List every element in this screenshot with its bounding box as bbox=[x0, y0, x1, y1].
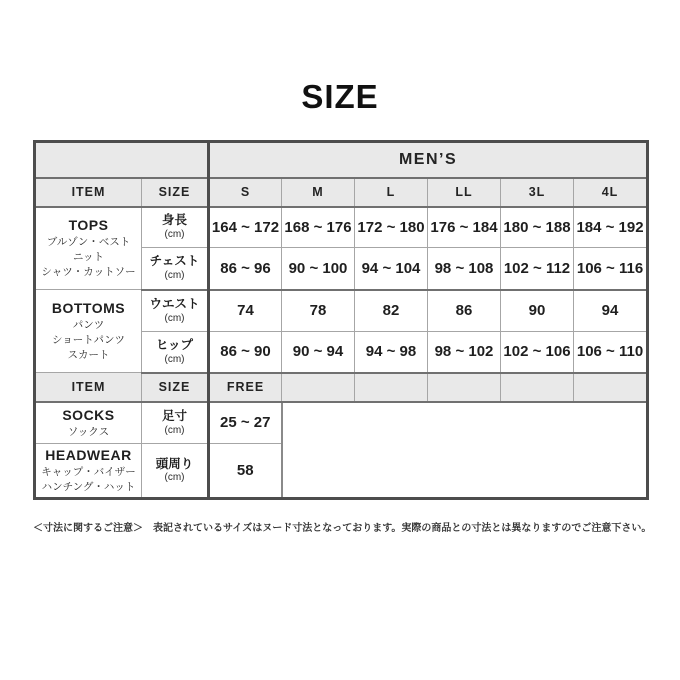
item-sub-line: ショートパンツ bbox=[51, 333, 126, 346]
footnote-text: 表記されているサイズはヌード寸法となっております。実際の商品との寸法とは異なりますのでご注意下さい。 bbox=[153, 523, 652, 534]
item-title-headwear: HEADWEAR bbox=[45, 446, 132, 463]
value-cell: 102 ~ 106 bbox=[501, 332, 574, 373]
item-cell-tops bbox=[35, 207, 142, 290]
value-cell: 78 bbox=[282, 290, 355, 332]
footnote bbox=[33, 519, 652, 534]
size-column-header: SIZE bbox=[142, 178, 209, 207]
value-cell: 58 bbox=[209, 444, 282, 499]
value-cell: 180 ~ 188 bbox=[501, 207, 574, 248]
measure-cell-head: 頭周り (cm) bbox=[142, 444, 209, 499]
footnote-label: ＜寸法に関するご注意＞ bbox=[33, 523, 143, 534]
item-sub-line: スカート bbox=[67, 349, 110, 362]
value-cell: 176 ~ 184 bbox=[428, 207, 501, 248]
item-sub-line: パンツ bbox=[72, 318, 105, 331]
item-cell-headwear bbox=[35, 444, 142, 499]
value-cell: 106 ~ 116 bbox=[574, 248, 648, 290]
value-cell: 86 ~ 96 bbox=[209, 248, 282, 290]
item-cell-socks bbox=[35, 402, 142, 444]
measure-cell-hip: ヒップ (cm) bbox=[142, 332, 209, 373]
value-cell: 168 ~ 176 bbox=[282, 207, 355, 248]
value-cell: 86 ~ 90 bbox=[209, 332, 282, 373]
free-col-header: FREE bbox=[209, 373, 282, 402]
empty-header-cell bbox=[355, 373, 428, 402]
size-col-header-l: L bbox=[355, 178, 428, 207]
empty-header-cell bbox=[574, 373, 648, 402]
value-cell: 94 ~ 98 bbox=[355, 332, 428, 373]
value-cell: 172 ~ 180 bbox=[355, 207, 428, 248]
size-col-header-ll: LL bbox=[428, 178, 501, 207]
value-cell: 90 ~ 100 bbox=[282, 248, 355, 290]
item-sub-line: シャツ・カットソー bbox=[41, 266, 136, 279]
item-sub-line: キャップ・バイザー bbox=[41, 465, 136, 478]
mens-group-header: MEN’S bbox=[209, 142, 648, 178]
empty-header-cell bbox=[282, 373, 355, 402]
value-cell: 86 bbox=[428, 290, 501, 332]
item-sub-line: ブルゾン・ベスト bbox=[46, 235, 131, 248]
value-cell: 98 ~ 108 bbox=[428, 248, 501, 290]
item-sub-line: ソックス bbox=[67, 425, 110, 438]
item-title-socks: SOCKS bbox=[62, 406, 115, 423]
value-cell: 90 ~ 94 bbox=[282, 332, 355, 373]
measure-cell-waist: ウエスト (cm) bbox=[142, 290, 209, 332]
value-cell: 94 bbox=[574, 290, 648, 332]
value-cell: 25 ~ 27 bbox=[209, 402, 282, 444]
size-col-header-s: S bbox=[209, 178, 282, 207]
size-column-header-free: SIZE bbox=[142, 373, 209, 402]
value-cell: 90 bbox=[501, 290, 574, 332]
page-title: SIZE bbox=[301, 78, 379, 115]
value-cell: 74 bbox=[209, 290, 282, 332]
size-col-header-m: M bbox=[282, 178, 355, 207]
item-cell-bottoms bbox=[35, 290, 142, 373]
item-sub-line: ニット bbox=[72, 251, 105, 264]
item-column-header: ITEM bbox=[35, 178, 142, 207]
value-cell: 94 ~ 104 bbox=[355, 248, 428, 290]
corner-cell bbox=[35, 142, 209, 178]
empty-area bbox=[282, 402, 648, 499]
empty-header-cell bbox=[501, 373, 574, 402]
size-col-header-4l: 4L bbox=[574, 178, 648, 207]
value-cell: 184 ~ 192 bbox=[574, 207, 648, 248]
measure-cell-chest: チェスト (cm) bbox=[142, 248, 209, 290]
value-cell: 106 ~ 110 bbox=[574, 332, 648, 373]
item-column-header-free: ITEM bbox=[35, 373, 142, 402]
item-title-bottoms: BOTTOMS bbox=[51, 299, 126, 316]
item-title-tops: TOPS bbox=[68, 216, 109, 233]
value-cell: 164 ~ 172 bbox=[209, 207, 282, 248]
measure-cell-foot: 足寸 (cm) bbox=[142, 402, 209, 444]
value-cell: 82 bbox=[355, 290, 428, 332]
value-cell: 102 ~ 112 bbox=[501, 248, 574, 290]
value-cell: 98 ~ 102 bbox=[428, 332, 501, 373]
measure-cell-height: 身長 (cm) bbox=[142, 207, 209, 248]
item-sub-line: ハンチング・ハット bbox=[41, 480, 136, 493]
size-col-header-3l: 3L bbox=[501, 178, 574, 207]
empty-header-cell bbox=[428, 373, 501, 402]
size-table bbox=[33, 140, 649, 500]
